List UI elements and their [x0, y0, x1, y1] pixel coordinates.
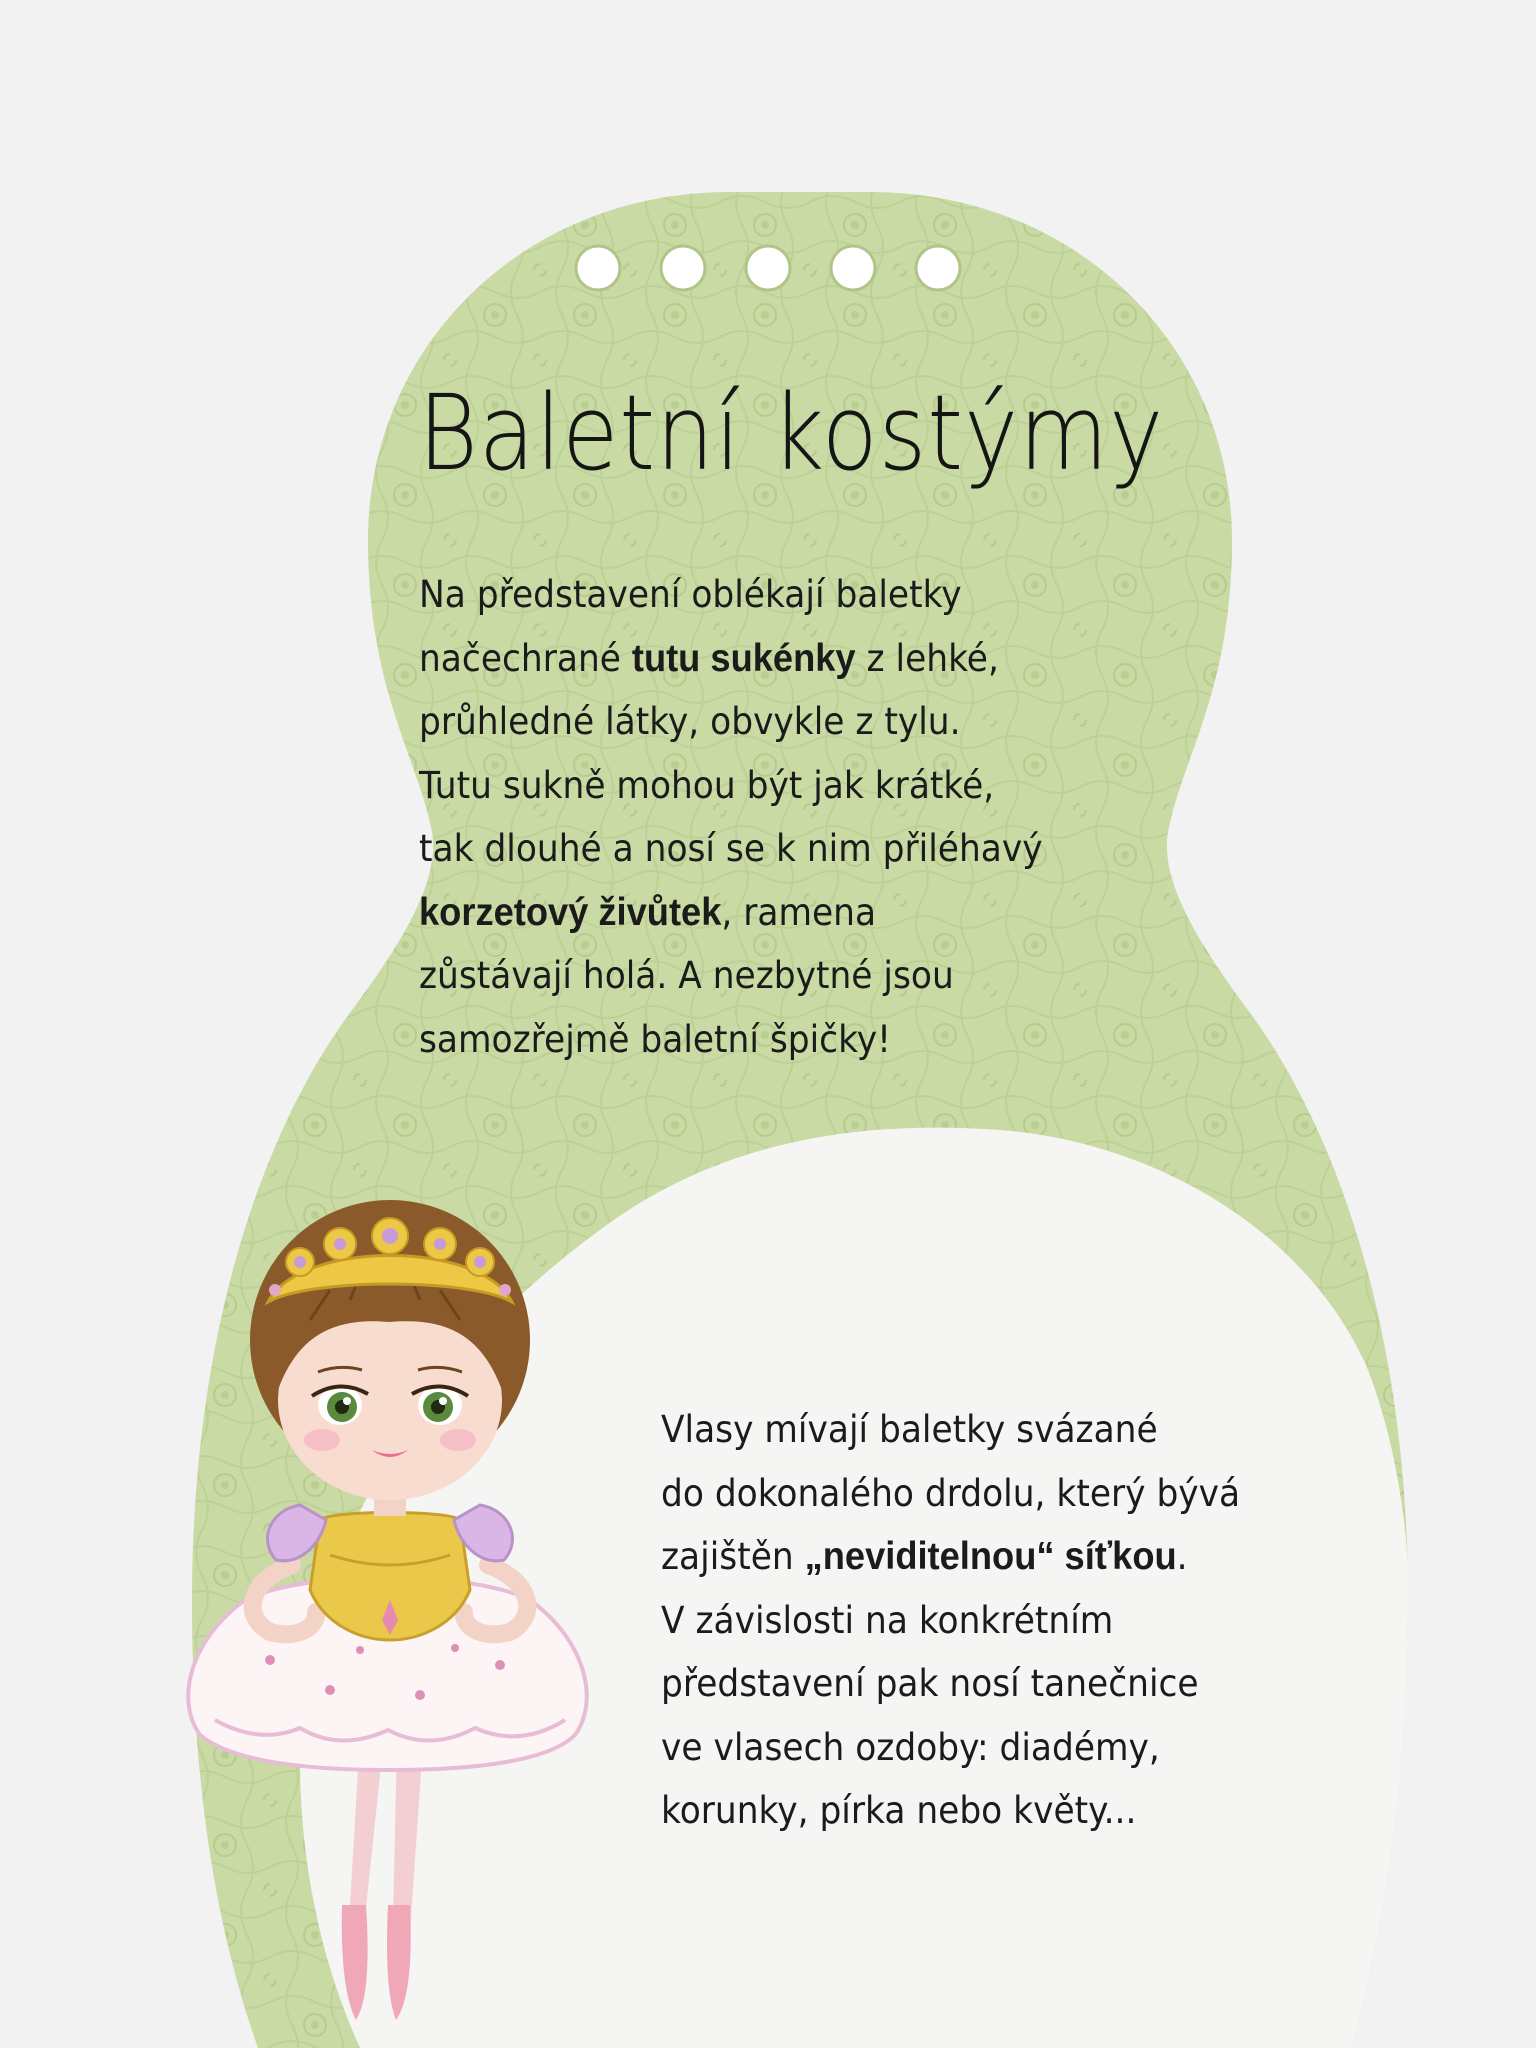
text-line: průhledné látky, obvykle z tylu. — [419, 700, 961, 743]
text-line: Tutu sukně mohou být jak krátké, — [419, 763, 995, 807]
text-line: korzetový živůtek, ramena — [419, 890, 877, 934]
bold-term-net: „neviditelnou“ síťkou — [804, 1535, 1177, 1578]
text-line: zůstávají holá. A nezbytné jsou — [419, 954, 954, 997]
text-line: V závislosti na konkrétním — [661, 1598, 1114, 1642]
circle-hole-icon — [916, 246, 960, 290]
text-line: představení pak nosí tanečnice — [661, 1662, 1199, 1705]
text-line: Vlasy mívají baletky svázané — [661, 1408, 1158, 1451]
circle-hole-icon — [831, 246, 875, 290]
intro-paragraph — [419, 563, 1043, 1071]
bold-term-tutu: tutu sukénky — [631, 636, 856, 680]
text-line: do dokonalého drdolu, který bývá — [661, 1471, 1241, 1515]
text-line: zajištěn „neviditelnou“ síťkou. — [661, 1535, 1188, 1578]
circle-hole-icon — [576, 246, 620, 290]
bold-term-corset: korzetový živůtek — [419, 890, 722, 934]
text-line: korunky, pírka nebo květy... — [661, 1789, 1137, 1832]
page-title: Baletní kostýmy — [418, 372, 1165, 494]
circle-hole-icon — [661, 246, 705, 290]
circle-hole-icon — [746, 246, 790, 290]
text-line: tak dlouhé a nosí se k nim přiléhavý — [419, 827, 1043, 870]
text-line: samozřejmě baletní špičky! — [419, 1017, 891, 1061]
text-line: ve vlasech ozdoby: diadémy, — [661, 1725, 1160, 1769]
hair-paragraph — [661, 1398, 1240, 1843]
text-line: načechrané tutu sukénky z lehké, — [419, 636, 999, 680]
text-line: Na představení oblékají baletky — [419, 573, 962, 616]
